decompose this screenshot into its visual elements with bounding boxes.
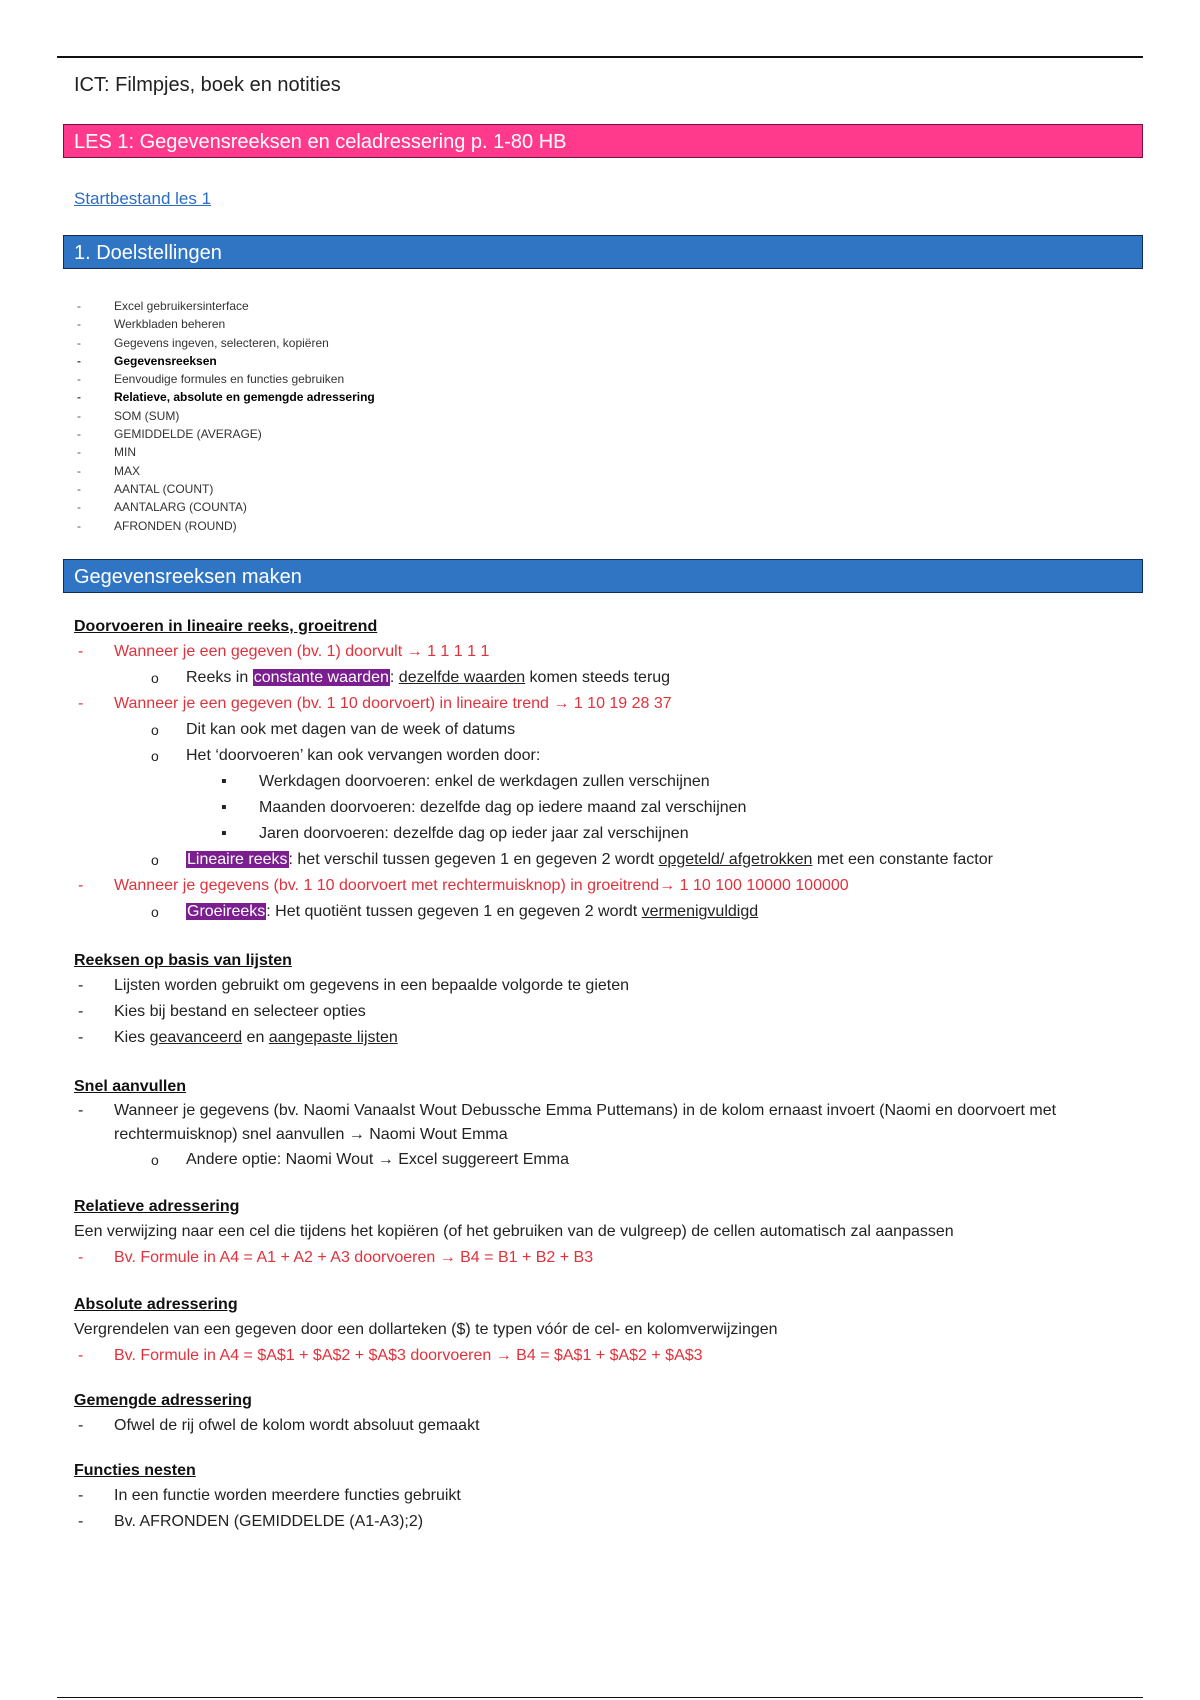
top-rule <box>57 56 1143 58</box>
list-item: o Reeks in constante waarden: dezelfde waarden komen steeds terug <box>63 665 1143 691</box>
list-item: - Wanneer je een gegeven (bv. 1) doorvult → 1 1 1 1 1 <box>63 639 1143 665</box>
list-item: ▪ Werkdagen doorvoeren: enkel de werkdagen zullen verschijnen <box>63 769 1143 795</box>
highlight: Groeireeks <box>187 902 266 920</box>
list-item: o Dit kan ook met dagen van de week of datums <box>63 717 1143 743</box>
list-item: - AFRONDEN (ROUND) <box>63 517 1143 535</box>
section-heading: Functies nesten <box>74 1461 196 1479</box>
list-item: - AANTAL (COUNT) <box>63 480 1143 498</box>
section-linear-series <box>63 615 1143 925</box>
list-item: - Bv. AFRONDEN (GEMIDDELDE (A1-A3);2) <box>63 1509 1143 1535</box>
section-heading: Doorvoeren in lineaire reeks, groeitrend <box>74 617 378 635</box>
highlight: constante waarden <box>253 668 389 686</box>
goals-header: 1. Doelstellingen <box>63 235 1143 269</box>
list-item: - Gegevensreeksen <box>63 352 1143 370</box>
section-heading: Gemengde adressering <box>74 1391 252 1409</box>
section-heading: Reeksen op basis van lijsten <box>74 951 292 969</box>
section-heading: Snel aanvullen <box>74 1077 187 1095</box>
section-heading: Absolute adressering <box>74 1295 238 1313</box>
list-item: - Werkbladen beheren <box>63 315 1143 333</box>
document-title: ICT: Filmpjes, boek en notities <box>74 74 341 96</box>
section-relative-addressing <box>63 1195 1143 1271</box>
list-item: - Kies geavanceerd en aangepaste lijsten <box>63 1025 1143 1051</box>
list-item: - Kies bij bestand en selecteer opties <box>63 999 1143 1025</box>
highlight: Lineaire reeks <box>187 850 288 868</box>
list-item: - Lijsten worden gebruikt om gegevens in een bepaalde volgorde te gieten <box>63 973 1143 999</box>
list-item: - In een functie worden meerdere functies gebruikt <box>63 1483 1143 1509</box>
list-item: o Andere optie: Naomi Wout → Excel suggereert Emma <box>63 1147 1143 1173</box>
section-heading: Relatieve adressering <box>74 1197 240 1215</box>
list-item: ▪ Maanden doorvoeren: dezelfde dag op iedere maand zal verschijnen <box>63 795 1143 821</box>
list-item: o Lineaire reeks: het verschil tussen gegeven 1 en gegeven 2 wordt opgeteld/ afgetrokken met een constante factor <box>63 847 1143 873</box>
list-item: - Wanneer je een gegeven (bv. 1 10 doorvoert) in lineaire trend → 1 10 19 28 37 <box>63 691 1143 717</box>
section-list-series <box>63 949 1143 1051</box>
start-file-link[interactable]: Startbestand les 1 <box>74 189 212 208</box>
list-item: - Eenvoudige formules en functies gebruiken <box>63 370 1143 388</box>
list-item: - MAX <box>63 462 1143 480</box>
bottom-rule <box>57 1697 1143 1698</box>
list-item: - Wanneer je gegevens (bv. 1 10 doorvoert met rechtermuisknop) in groeitrend→ 1 10 100 10000 100000 <box>63 873 1143 899</box>
list-item: - Excel gebruikersinterface <box>63 297 1143 315</box>
list-item: - Ofwel de rij ofwel de kolom wordt absoluut gemaakt <box>63 1413 1143 1439</box>
lesson-header: LES 1: Gegevensreeksen en celadressering p. 1-80 HB <box>63 124 1143 158</box>
list-item: - Relatieve, absolute en gemengde adressering <box>63 388 1143 406</box>
paragraph: Vergrendelen van een gegeven door een dollarteken ($) te typen vóór de cel- en kolomverwijzingen <box>74 1320 778 1338</box>
section-absolute-addressing <box>63 1293 1143 1369</box>
list-item: - GEMIDDELDE (AVERAGE) <box>63 425 1143 443</box>
list-item: - Wanneer je gegevens (bv. Naomi Vanaalst Wout Debussche Emma Puttemans) in de kolom ernaast invoert (Naomi en doorvoert met rechtermuisknop) snel aanvullen → Naomi Wout Emma <box>63 1099 1143 1147</box>
paragraph: Een verwijzing naar een cel die tijdens het kopiëren (of het gebruiken van de vulgreep) de cellen automatisch zal aanpassen <box>74 1222 954 1240</box>
section-flash-fill <box>63 1075 1143 1173</box>
list-item: - SOM (SUM) <box>63 407 1143 425</box>
series-header: Gegevensreeksen maken <box>63 559 1143 593</box>
section-mixed-addressing <box>63 1389 1143 1439</box>
list-item: - Gegevens ingeven, selecteren, kopiëren <box>63 334 1143 352</box>
list-item: - Bv. Formule in A4 = $A$1 + $A$2 + $A$3 doorvoeren → B4 = $A$1 + $A$2 + $A$3 <box>63 1343 1143 1369</box>
list-item: ▪ Jaren doorvoeren: dezelfde dag op ieder jaar zal verschijnen <box>63 821 1143 847</box>
list-item: - MIN <box>63 443 1143 461</box>
list-item: o Het ‘doorvoeren’ kan ook vervangen worden door: <box>63 743 1143 769</box>
list-item: - Bv. Formule in A4 = A1 + A2 + A3 doorvoeren → B4 = B1 + B2 + B3 <box>63 1245 1143 1271</box>
list-item: - AANTALARG (COUNTA) <box>63 498 1143 516</box>
section-nested-functions <box>63 1459 1143 1535</box>
goals-list <box>63 297 1143 535</box>
document-page <box>63 66 1143 1535</box>
list-item: o Groeireeks: Het quotiënt tussen gegeven 1 en gegeven 2 wordt vermenigvuldigd <box>63 899 1143 925</box>
